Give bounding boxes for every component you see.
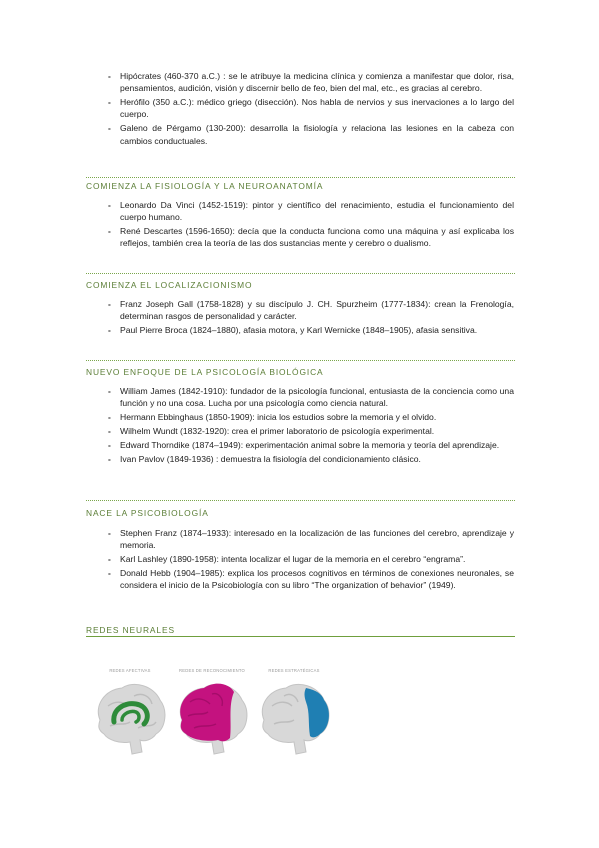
- psicobiologia-list: [110, 527, 514, 593]
- list-item-text: Edward Thorndike (1874–1949): experimentación animal sobre la memoria y teoría del aprendizaje.: [120, 440, 500, 451]
- list-item: - Karl Lashley (1890-1958): intenta localizar el lugar de la memoria en el cerebro “engrama”.: [108, 554, 466, 565]
- nuevo-enfoque-list: [110, 385, 514, 467]
- brain-strategic-icon: [254, 676, 334, 760]
- list-item-text: Stephen Franz (1874–1933): interesado en la localización de las funciones del cerebro, aprendizaje y memoria.: [120, 528, 514, 551]
- section-title-redes-neurales: REDES NEURALES: [86, 625, 175, 635]
- section-divider: [86, 177, 515, 178]
- list-item: - Hipócrates (460-370 a.C.) : se le atribuye la medicina clínica y comienza a manifestar que dolor, risa, pensamientos, audición, visión y discernir bello de feo, bien del mal, etc., es gracias al cerebro.: [108, 71, 514, 94]
- list-item: - Donald Hebb (1904–1985): explica los procesos cognitivos en términos de conexiones neuronales, se considera el inicio de la Psicobiología con su libro “The organization of behavior” (1949).: [108, 568, 514, 591]
- brain-card-estrategicas: [254, 668, 334, 764]
- section-title-localizacionismo: COMIENZA EL LOCALIZACIONISMO: [86, 280, 253, 290]
- list-item-text: Karl Lashley (1890-1958): intenta localizar el lugar de la memoria en el cerebro “engrama”.: [120, 554, 466, 565]
- neural-networks-figure: [90, 668, 350, 768]
- list-item-text: Paul Pierre Broca (1824–1880), afasia motora, y Karl Wernicke (1848–1905), afasia sensitiva.: [120, 325, 478, 336]
- intro-list: [110, 70, 514, 149]
- brain-label: REDES ESTRATÉGICAS: [268, 668, 320, 673]
- list-item: - Paul Pierre Broca (1824–1880), afasia motora, y Karl Wernicke (1848–1905), afasia sensitiva.: [108, 325, 478, 336]
- list-item-text: Hipócrates (460-370 a.C.) : se le atribuye la medicina clínica y comienza a manifestar que dolor, risa, pensamientos, audición, visión y discernir bello de feo, bien del mal, etc., es gracias al cerebro.: [120, 71, 514, 94]
- section-title-fisiologia: COMIENZA LA FISIOLOGÍA Y LA NEUROANATOMÍA: [86, 181, 324, 191]
- list-item: - Edward Thorndike (1874–1949): experimentación animal sobre la memoria y teoría del aprendizaje.: [108, 440, 500, 451]
- brain-recognition-icon: [172, 676, 252, 760]
- list-item: - Herófilo (350 a.C.): médico griego (disección). Nos habla de nervios y sus inervaciones a lo largo del cuerpo.: [108, 97, 514, 120]
- localizacionismo-list: [110, 298, 514, 338]
- brain-affective-icon: [90, 676, 170, 760]
- list-item: - Galeno de Pérgamo (130-200): desarrolla la fisiología y relaciona las lesiones en la cabeza con cambios conductuales.: [108, 123, 514, 146]
- section-divider: [86, 500, 515, 501]
- list-item-text: Wilhelm Wundt (1832-1920): crea el primer laboratorio de psicología experimental.: [120, 426, 435, 437]
- section-divider: [86, 273, 515, 274]
- list-item-text: Donald Hebb (1904–1985): explica los procesos cognitivos en términos de conexiones neuronales, se considera el inicio de la Psicobiología con su libro “The organization of behavior” (1949).: [120, 568, 514, 591]
- list-item-text: Galeno de Pérgamo (130-200): desarrolla la fisiología y relaciona las lesiones en la cabeza con cambios conductuales.: [120, 123, 514, 146]
- list-item: - Wilhelm Wundt (1832-1920): crea el primer laboratorio de psicología experimental.: [108, 426, 435, 437]
- list-item: - Franz Joseph Gall (1758-1828) y su discípulo J. CH. Spurzheim (1777-1834): crean la Frenología, determinan rasgos de personalidad y carácter.: [108, 299, 514, 322]
- section-divider: [86, 360, 515, 361]
- list-item-text: Leonardo Da Vinci (1452-1519): pintor y científico del renacimiento, estudia el funcionamiento del cuerpo humano.: [120, 200, 514, 223]
- section-title-psicobiologia: NACE LA PSICOBIOLOGÍA: [86, 508, 209, 518]
- fisiologia-list: [110, 199, 514, 251]
- list-item-text: René Descartes (1596-1650): decía que la conducta funciona como una máquina y así explicaba los reflejos, también crea la teoría de las dos sustancias mente y cerebro o dualismo.: [120, 226, 514, 249]
- brain-label: REDES DE RECONOCIMIENTO: [179, 668, 245, 673]
- list-item-text: Herófilo (350 a.C.): médico griego (disección). Nos habla de nervios y sus inervaciones a lo largo del cuerpo.: [120, 97, 514, 120]
- brain-label: REDES AFECTIVAS: [109, 668, 151, 673]
- brain-card-afectivas: [90, 668, 170, 764]
- list-item: - Stephen Franz (1874–1933): interesado en la localización de las funciones del cerebro, aprendizaje y memoria.: [108, 528, 514, 551]
- section-title-nuevo-enfoque: NUEVO ENFOQUE DE LA PSICOLOGÍA BIOLÓGICA: [86, 367, 324, 377]
- list-item: - Hermann Ebbinghaus (1850-1909): inicia los estudios sobre la memoria y el olvido.: [108, 412, 437, 423]
- brain-card-reconocimiento: [172, 668, 252, 764]
- list-item-text: Hermann Ebbinghaus (1850-1909): inicia los estudios sobre la memoria y el olvido.: [120, 412, 437, 423]
- section-divider: [86, 636, 515, 637]
- list-item-text: William James (1842-1910): fundador de la psicología funcional, entusiasta de la conciencia como una función y no una cosa. Lucha por una psicología como ciencia natural.: [120, 386, 514, 409]
- list-item: - Leonardo Da Vinci (1452-1519): pintor y científico del renacimiento, estudia el funcionamiento del cuerpo humano.: [108, 200, 514, 223]
- list-item-text: Franz Joseph Gall (1758-1828) y su discípulo J. CH. Spurzheim (1777-1834): crean la Frenología, determinan rasgos de personalidad y carácter.: [120, 299, 514, 322]
- list-item: - René Descartes (1596-1650): decía que la conducta funciona como una máquina y así explicaba los reflejos, también crea la teoría de las dos sustancias mente y cerebro o dualismo.: [108, 226, 514, 249]
- list-item-text: Ivan Pavlov (1849-1936) : demuestra la fisiología del condicionamiento clásico.: [120, 454, 421, 465]
- list-item: - William James (1842-1910): fundador de la psicología funcional, entusiasta de la conciencia como una función y no una cosa. Lucha por una psicología como ciencia natural.: [108, 386, 514, 409]
- list-item: - Ivan Pavlov (1849-1936) : demuestra la fisiología del condicionamiento clásico.: [108, 454, 421, 465]
